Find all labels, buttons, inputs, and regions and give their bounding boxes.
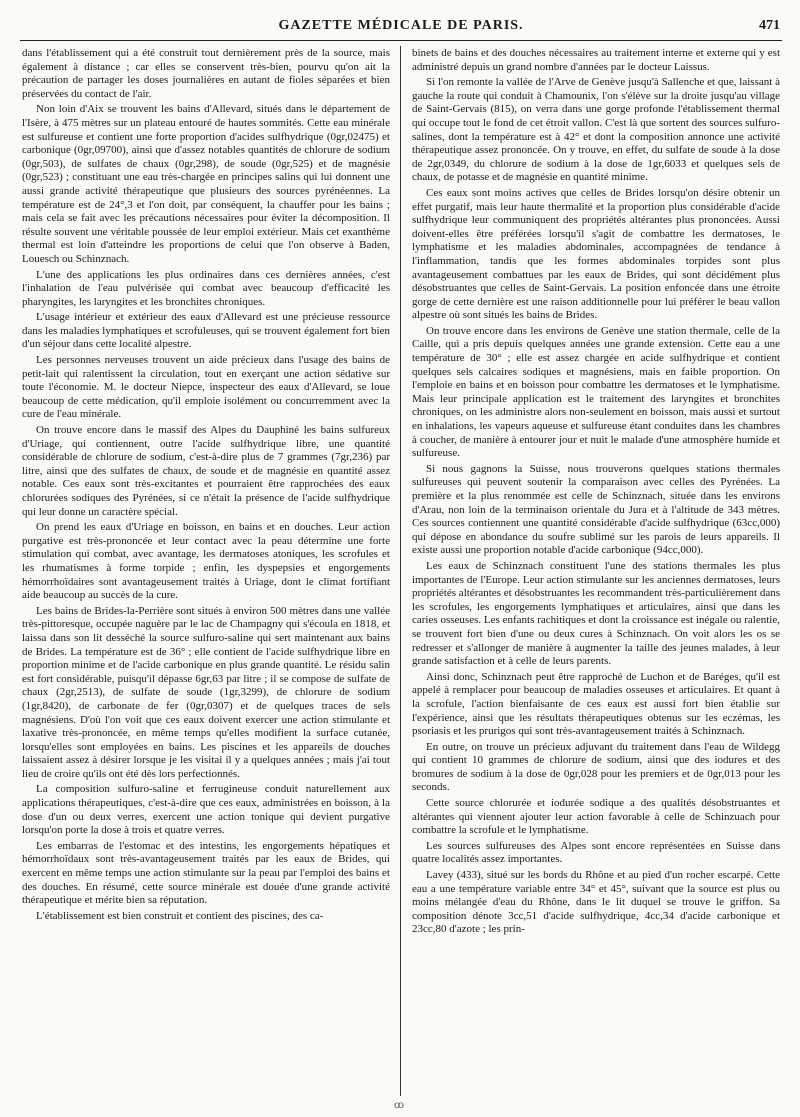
paragraph: La composition sulfuro-saline et ferrugineuse conduit naturellement aux applications thérapeutiques, c'est-à-dire que ces eaux, administrées en boisson, à la dose d'un ou deux verres, exercent une action tonique qui devient purgative lorsqu'on porte la dose à trois et quatre verres.: [22, 783, 390, 837]
paragraph: L'usage intérieur et extérieur des eaux d'Allevard est une précieuse ressource dans les maladies lymphatiques et scrofuleuses, qui se trouvent également fort bien d'un séjour dans cette localité alpestre.: [22, 311, 390, 351]
column-divider: [400, 46, 401, 1096]
paragraph: Ces eaux sont moins actives que celles de Brides lorsqu'on désire obtenir un effet purgatif, mais leur haute thermalité et la proportion plus considérable d'acide sulfhydrique leur communiquent des propriétés altérantes plus prononcées. Aussi doivent-elles être préférées lorsqu'il s'agit de combattre les dermatoses, le lymphatisme et les maladies abdominales, accompagnées de tendance à l'inflammation, tandis que les formes abdominales torpides sont plus avantageusement combattues par les eaux de Brides, qui sont décidément plus désobstruantes que celles de Saint-Gervais. La position enfoncée dans une étroite gorge de cette dernière est une raison additionnelle pour lui préférer le beau vallon alpestre où sont situés les bains de Brides.: [412, 186, 780, 322]
paragraph: Cette source chlorurée et iodurée sodique a des qualités désobstruantes et altérantes qui viennent ajouter leur action favorable à celle de Schinzuach pour combattre la scrofule et le lymphatisme.: [412, 797, 780, 837]
paragraph: Lavey (433), situé sur les bords du Rhône et au pied d'un rocher escarpé. Cette eau a une température variable entre 34° et 45°, suivant que la source est plus ou moins mélangée d'eau du Rhône, dans le lit duquel se trouve le griffon. Sa composition dénote 3cc,51 d'acide sulfhydrique, 4cc,34 d'acide carbonique et 23cc,80 d'azote ; les prin-: [412, 869, 780, 936]
paragraph: Si l'on remonte la vallée de l'Arve de Genève jusqu'à Sallenche et que, laissant à gauche la route qui conduit à Chamounix, l'on s'élève sur la droite jusqu'au village de Saint-Gervais (815), on verra dans une gorge profonde l'établissement thermal qui occupe tout le fond de cet étroit vallon. C'est là que sortent des sources sulfuro-salines, dont la température est à 42° et dont la composition annonce une activité thérapeutique assez prononcée. On y trouve, en effet, du sulfate de soude à la dose de 2gr,0349, du chlorure de sodium à la dose de 1gr,6033 et quelques sels de chaux, de potasse et de magnésie en quantité minime.: [412, 76, 780, 184]
right-column: [412, 47, 780, 1097]
running-title: GAZETTE MÉDICALE DE PARIS.: [278, 18, 524, 33]
paragraph: On trouve encore dans le massif des Alpes du Dauphiné les bains sulfureux d'Uriage, qui contiennent, outre l'acide sulfhydrique libre, une quantité considérable de chlorure de sodium, c'est-à-dire plus de 7 grammes (7gr,236) par litre, ainsi que des sulfates de chaux, de soude et de magnésie en quantité assez notable. Ces eaux sont très-excitantes et pourraient être rapprochées des eaux chlorurées sodiques des Pyrénées, si ce n'était la présence de l'acide sulfhydrique qui leur donne un caractère spécial.: [22, 424, 390, 518]
paragraph: Les personnes nerveuses trouvent un aide précieux dans l'usage des bains de petit-lait qui ralentissent la circulation, tout en exerçant une action sédative sur toute l'économie. M. le docteur Niepce, inspecteur des eaux d'Allevard, se loue beaucoup de cette médication, qu'il emploie isolément ou concurremment avec la cure de l'eau minérale.: [22, 354, 390, 421]
paragraph: Les eaux de Schinznach constituent l'une des stations thermales les plus importantes de l'Europe. Leur action stimulante sur les anciennes dermatoses, leurs propriétés altérantes et désobstruantes les recommandent très-particulièrement dans les scrofules, les engorgements lymphatiques et articulaires, ainsi que dans les caries osseuses. Les enfants rachitiques et dont la croissance est inégale ou ralentie, se trouvent fort bien d'une ou deux cures à Schinznach. On voit alors les os se redresser et s'allonger de manière à augmenter la taille des jeunes malades, à leur grande satisfaction et à celle de leurs parents.: [412, 559, 780, 668]
paragraph: Si nous gagnons la Suisse, nous trouverons quelques stations thermales sulfureuses qui peuvent soutenir la comparaison avec celles des Pyrénées. La première et la plus renommée est celle de Schinznach, située dans les environs d'Arau, non loin de la terminaison orientale du Jura et à l'altitude de 343 mètres. Ces sources contiennent une quantité considérable d'acide sulfhydrique (63cc,000) qui dépose en abondance du soufre sublimé sur les parois de leurs appareils. Il existe aussi une proportion notable d'acide carbonique (94cc,000).: [412, 462, 780, 557]
paragraph: En outre, on trouve un précieux adjuvant du traitement dans l'eau de Wildegg qui contient 10 grammes de chlorure de sodium, ainsi que des iodures et des bromures de sodium à la dose de 0gr,028 pour les premiers et de 0gr,013 pour les seconds.: [412, 740, 780, 794]
page-number: 471: [759, 18, 780, 33]
footer-ornament: ꝏ: [394, 1100, 404, 1111]
paragraph: Les embarras de l'estomac et des intestins, les engorgements hépatiques et hémorrhoïdaux sont très-avantageusement traités par les eaux de Brides, qui exercent en même temps une action stimulante sur la peau par l'emploi des bains et des douches. En résumé, cette source minérale est douée d'une grande activité thérapeutique et mérite bien sa réputation.: [22, 839, 390, 907]
paragraph: Les sources sulfureuses des Alpes sont encore représentées en Suisse dans quatre localités assez importantes.: [412, 839, 780, 866]
paragraph: On prend les eaux d'Uriage en boisson, en bains et en douches. Leur action purgative est très-prononcée et leur contact avec la peau détermine une forte stimulation qui combat, avec avantage, les dermatoses atoniques, les scrofules et les rhumatismes à forme torpide ; enfin, les dyspepsies et engorgements hémorrhoïdaires sont avantageusement traités à Uriage, dont le climat fortifiant aide beaucoup au succès de la cure.: [22, 521, 390, 602]
paragraph: Non loin d'Aix se trouvent les bains d'Allevard, situés dans le département de l'Isère, à 475 mètres sur un plateau entouré de hautes sommités. Cette eau minérale est sulfureuse et contient une forte proportion d'acides sulfhydrique (0gr,02475) et carbonique (0gr,09700), ainsi que d'assez notables quantités de chlorure de sodium (0gr,503), de sulfates de chaux (0gr,298), de soude (0gr,525) et de magnésie (0gr,523) ; constituant une eau très-chargée en principes salins qui lui donnent une aussi grande activité thérapeutique que plusieurs des sources pyrénéennes. La température est de 24°,3 et l'on doit, par conséquent, la chauffer pour les bains ; mais cela se fait avec les précautions nécessaires pour éviter la décomposition. Il résulte souvent une véritable poussée de leur emploi extérieur. Mais cet exanthème thermal est loin d'atteindre les proportions de celui que l'on observe à Baden, Louesch ou Schinznach.: [22, 103, 390, 265]
paragraph: dans l'établissement qui a été construit tout dernièrement près de la source, mais également à distance ; car elles se conservent très-bien, pourvu qu'on ait la précaution de partager les doses journalières en autant de fioles séparées et bien préservées du contact de l'air.: [22, 47, 390, 100]
paragraph: L'établissement est bien construit et contient des piscines, des ca-: [36, 909, 324, 922]
paragraph: binets de bains et des douches nécessaires au traitement interne et externe qui y est administré depuis un grand nombre d'années par le docteur Laissus.: [412, 47, 780, 73]
left-column: [22, 47, 390, 1097]
paragraph: On trouve encore dans les environs de Genève une station thermale, celle de la Caille, qui a pris depuis quelques années une grande extension. Cette eau a une température de 30° ; elle est assez chargée en acide sulfhydrique et contient quelques sels calcaires sodiques et magnésiens, mais en faible proportion. On l'emploie en bains et en boisson pour combattre les dermatoses et le lymphatisme. Mais leur principale application est le traitement des laryngites et bronchites chroniques, on les administre alors non-seulement en boisson, mais aussi et surtout en inhalations, les vapeurs aqueuse et sulfureuse étant conduites dans les chambres à coucher, de manière à entourer jour et nuit le malade d'une atmosphère humide et sulfureuse.: [412, 324, 780, 460]
paragraph: Les bains de Brides-la-Perrière sont situés à environ 500 mètres dans une vallée très-pittoresque, occupée naguère par le lac de Champagny qui s'écoula en 1818, et laissa dans son lit desséché la source sulfuro-saline qui sert maintenant aux bains de Brides. La température est de 36° ; elle contient de l'acide sulfhydrique libre en proportion minime et de l'acide carbonique en plus grande quantité. Le résidu salin est fort considérable, puisqu'il dépasse 6gr,63 par litre ; il se compose de sulfate de chaux (2gr,2513), de sulfate de soude (1gr,3299), de chlorure de sodium (1gr,8420), de carbonate de fer (0gr,0307) et de quelques traces de sels magnésiens. D'où l'on voit que ces eaux doivent exercer une action stimulante et laxative très-prononcée, en même temps qu'elles modifient la surface cutanée, lorsqu'elles sont employées en bains. Les piscines et les appareils de douches laissaient assez à désirer lorsque je les visitai il y a quelques années ; mais j'ai tout lieu de croire qu'ils ont été dès lors perfectionnés.: [22, 604, 390, 780]
page-header: [20, 12, 782, 41]
paragraph: L'une des applications les plus ordinaires dans ces dernières années, c'est l'inhalation de l'eau pulvérisée qui combat avec beaucoup d'efficacité les pharyngites, les laryngites et les bronchites chroniques.: [22, 268, 390, 308]
paragraph: Ainsi donc, Schinznach peut être rapproché de Luchon et de Baréges, qu'il est appelé à remplacer pour beaucoup de maladies osseuses et articulaires. Et quant à la scrofule, l'action bienfaisante de ces eaux est aussi fort bien établie sur l'expérience, ainsi que les résultats thérapeutiques obtenus sur les eczémas, les psoriasis et les prurigos qui sont très-avantageusement traités à Schinznach.: [412, 670, 780, 738]
